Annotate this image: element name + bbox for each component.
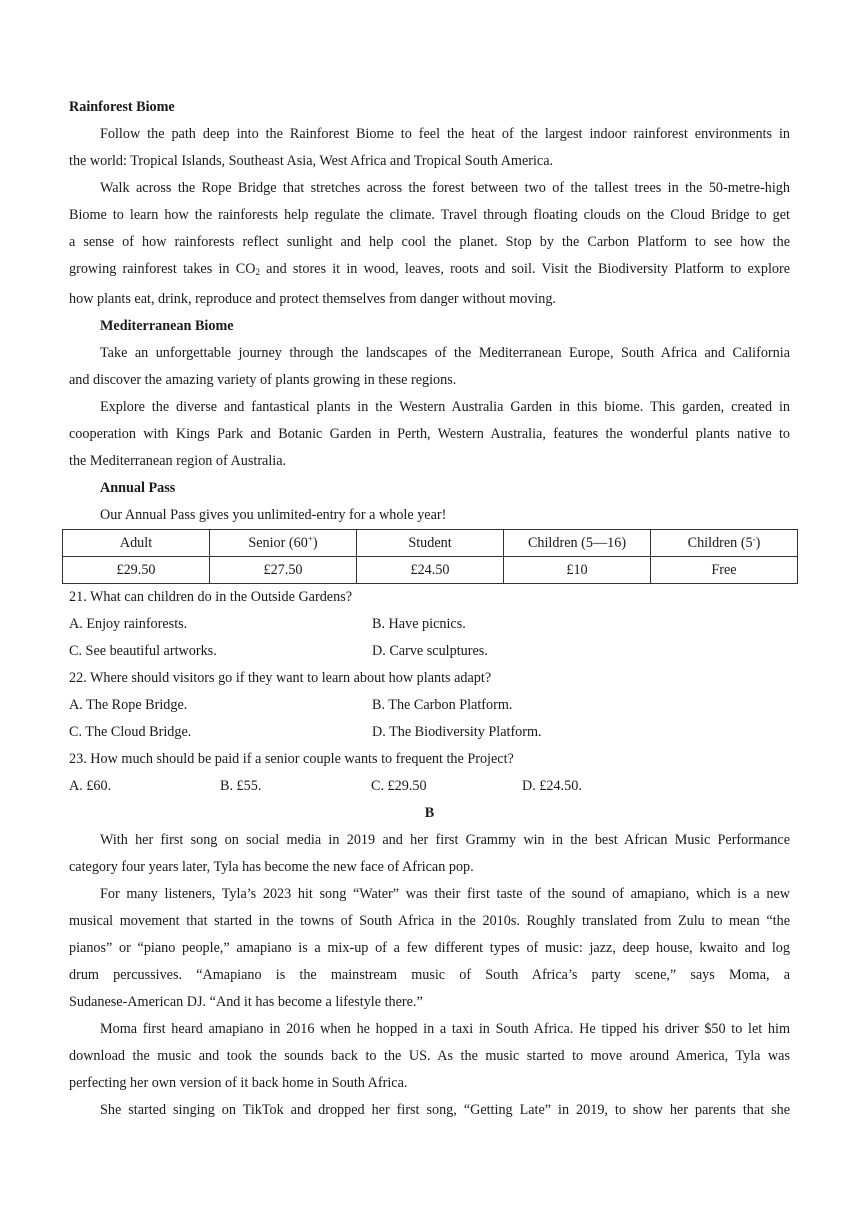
annual-pass-table (62, 529, 798, 584)
paragraph-line: how plants eat, drink, reproduce and protect themselves from danger without moving. (69, 291, 556, 307)
paragraph-line: and discover the amazing variety of plants growing in these regions. (69, 372, 457, 388)
superscript: + (307, 534, 313, 544)
option-row (69, 638, 790, 665)
paragraph-line: Take an unforgettable journey through the landscapes of the Mediterranean Europe, South Africa and California (100, 345, 790, 361)
header-text: Children (5 (687, 535, 753, 551)
question-stem: 21. What can children do in the Outside Gardens? (69, 589, 353, 605)
paragraph-line: a sense of how rainforests reflect sunlight and help cool the planet. Stop by the Carbon Platform to see how the (69, 234, 790, 250)
paragraph-line: For many listeners, Tyla’s 2023 hit song “Water” was their first taste of the sound of amapiano, which is a new (100, 886, 790, 902)
option-c: C. See beautiful artworks. (69, 643, 217, 659)
paragraph-line: Explore the diverse and fantastical plants in the Western Australia Garden in this biome. This garden, created in (100, 399, 790, 415)
option-d: D. The Biodiversity Platform. (372, 724, 542, 740)
paragraph-line: She started singing on TikTok and dropped her first song, “Getting Late” in 2019, to show her parents that she (100, 1102, 790, 1118)
price-cell: £24.50 (357, 557, 504, 584)
table-header-cell (63, 530, 210, 557)
superscript: - (752, 534, 756, 544)
option-d: D. £24.50. (522, 778, 582, 794)
paragraph-line: pianos” or “piano people,” amapiano is a mix-up of a few different types of music: jazz, deep house, kwaito and log (69, 940, 790, 956)
header-text: Student (408, 534, 452, 551)
paragraph-line: download the music and took the sounds back to the US. As the music started to move around America, Tyla was (69, 1048, 790, 1064)
paragraph-line: With her first song on social media in 2019 and her first Grammy win in the best African Music Performance (100, 832, 790, 848)
option-a: A. £60. (69, 778, 112, 794)
price-cell: Free (651, 557, 798, 584)
option-a: A. The Rope Bridge. (69, 697, 188, 713)
price-cell: £10 (504, 557, 651, 584)
option-a: A. Enjoy rainforests. (69, 616, 188, 632)
paragraph-line: musical movement that started in the towns of South Africa in the 2010s. Roughly translated from Zulu to mean “the (69, 913, 790, 929)
header-text: Senior (60 (248, 535, 308, 551)
table-row (63, 557, 798, 584)
question-stem: 22. Where should visitors go if they want to learn about how plants adapt? (69, 670, 492, 686)
table-header-cell (504, 530, 651, 557)
paragraph-line: the world: Tropical Islands, Southeast Asia, West Africa and Tropical South America. (69, 153, 554, 169)
paragraph-line-co2 (69, 256, 790, 286)
header-text: Children (5—16) (527, 534, 627, 551)
option-c: C. The Cloud Bridge. (69, 724, 192, 740)
option-d: D. Carve sculptures. (372, 643, 488, 659)
paragraph-line: Follow the path deep into the Rainforest Biome to feel the heat of the largest indoor rainforest environments in (100, 126, 790, 142)
header-text: Adult (119, 534, 153, 551)
paragraph-line: the Mediterranean region of Australia. (69, 453, 287, 469)
section-heading-rainforest: Rainforest Biome (69, 99, 175, 115)
table-header-cell (357, 530, 504, 557)
question-stem: 23. How much should be paid if a senior couple wants to frequent the Project? (69, 751, 514, 767)
section-heading-annual-pass: Annual Pass (100, 480, 176, 496)
paragraph-line: Sudanese-American DJ. “And it has become a lifestyle there.” (69, 994, 423, 1010)
option-b: B. The Carbon Platform. (372, 697, 513, 713)
document-page (69, 94, 790, 1124)
option-c: C. £29.50 (371, 778, 427, 794)
header-text: ) (312, 535, 318, 551)
price-cell: £29.50 (63, 557, 210, 584)
text-segment: and stores it in wood, leaves, roots and soil. Visit the Biodiversity Platform to explore (259, 261, 790, 277)
passage-label: B (424, 805, 435, 821)
paragraph-line: drum percussives. “Amapiano is the mainstream music of South Africa’s party scene,” says Moma, a (69, 967, 790, 983)
text-segment: growing rainforest takes in CO (69, 261, 256, 277)
table-header-cell (210, 530, 357, 557)
paragraph-line: Walk across the Rope Bridge that stretches across the forest between two of the tallest trees in the 50-metre-high (100, 180, 790, 196)
paragraph-line: category four years later, Tyla has become the new face of African pop. (69, 859, 474, 875)
option-row (69, 692, 790, 719)
option-b: B. Have picnics. (372, 616, 466, 632)
table-header-cell (651, 530, 798, 557)
section-heading-mediterranean: Mediterranean Biome (100, 318, 234, 334)
paragraph-line: perfecting her own version of it back home in South Africa. (69, 1075, 408, 1091)
option-row (69, 611, 790, 638)
option-b: B. £55. (220, 778, 262, 794)
header-text: ) (755, 535, 761, 551)
option-row (69, 773, 790, 800)
price-cell: £27.50 (210, 557, 357, 584)
subscript: 2 (255, 267, 260, 277)
annual-pass-intro: Our Annual Pass gives you unlimited-entry for a whole year! (100, 507, 447, 523)
option-row (69, 719, 790, 746)
paragraph-line: cooperation with Kings Park and Botanic Garden in Perth, Western Australia, features the wonderful plants native to (69, 426, 790, 442)
table-header-row (63, 530, 798, 557)
paragraph-line: Biome to learn how the rainforests help regulate the climate. Travel through floating clouds on the Cloud Bridge to get (69, 207, 790, 223)
paragraph-line: Moma first heard amapiano in 2016 when he hopped in a taxi in South Africa. He tipped his driver $50 to let him (100, 1021, 790, 1037)
